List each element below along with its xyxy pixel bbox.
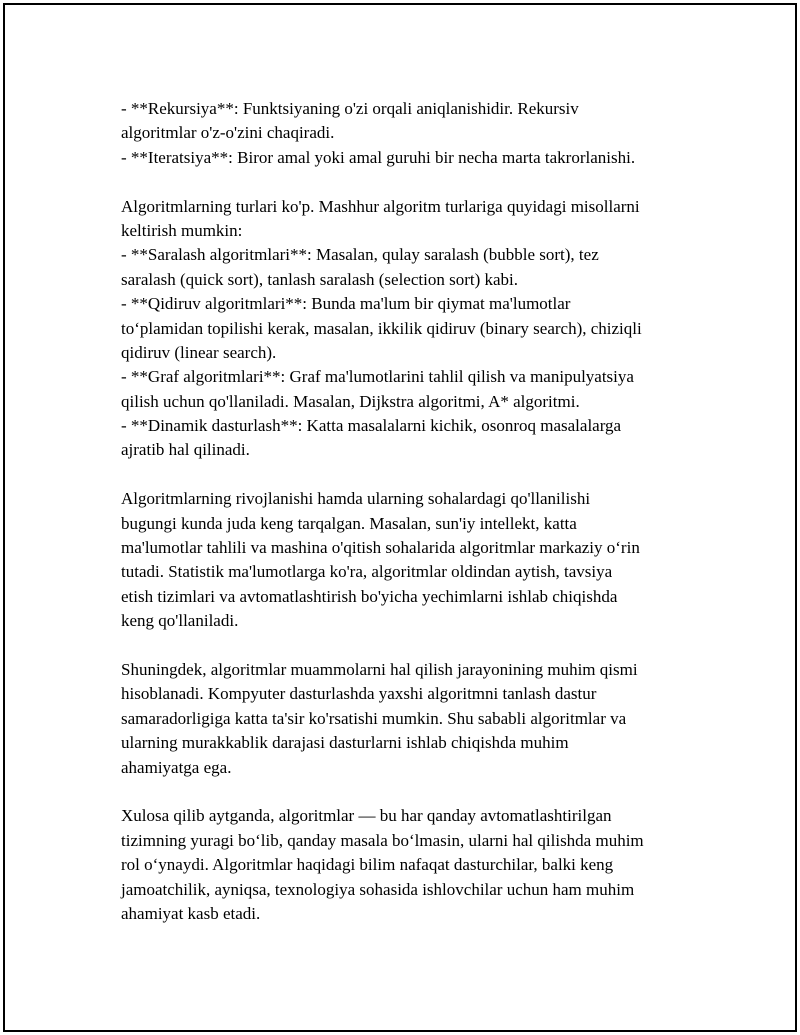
text-line: ma'lumotlar tahlili va mashina o'qitish sohalarida algoritmlar markaziy o‘rin [121, 538, 640, 558]
paragraph-conclusion [121, 804, 693, 926]
text-line: ahamiyatga ega. [121, 757, 232, 777]
text-line: tizimning yuragi bo‘lib, qanday masala bo‘lmasin, ularni hal qilishda muhim [121, 830, 644, 850]
text-line: Algoritmlarning turlari ko'p. Mashhur algoritm turlariga quyidagi misollarni [121, 196, 640, 216]
paragraph-spacer [121, 780, 693, 804]
text-line: - **Iteratsiya**: Biror amal yoki amal guruhi bir necha marta takrorlanishi. [121, 147, 636, 167]
text-line: - **Rekursiya**: Funktsiyaning o'zi orqali aniqlanishidir. Rekursiv [121, 99, 579, 118]
paragraph-definitions [121, 97, 693, 170]
text-line: jamoatchilik, ayniqsa, texnologiya sohasida ishlovchilar uchun ham muhim [121, 879, 635, 899]
text-line: algoritmlar o'z-o'zini chaqiradi. [121, 123, 335, 143]
text-line: keng qo'llaniladi. [121, 611, 239, 631]
text-line: bugungi kunda juda keng tarqalgan. Masalan, sun'iy intellekt, katta [121, 513, 577, 533]
text-line: - **Dinamik dasturlash**: Katta masalalarni kichik, osonroq masalalarga [121, 416, 622, 436]
text-line: tutadi. Statistik ma'lumotlarga ko'ra, algoritmlar oldindan aytish, tavsiya [121, 562, 613, 582]
text-line: Xulosa qilib aytganda, algoritmlar — bu har qanday avtomatlashtirilgan [121, 806, 612, 826]
text-line: ularning murakkablik darajasi dasturlarni ishlab chiqishda muhim [121, 733, 569, 753]
text-line: ajratib hal qilinadi. [121, 440, 250, 460]
text-line: qilish uchun qo'llaniladi. Masalan, Dijkstra algoritmi, A* algoritmi. [121, 391, 580, 411]
text-line: to‘plamidan topilishi kerak, masalan, ikkilik qidiruv (binary search), chiziqli [121, 318, 642, 338]
text-line: hisoblanadi. Kompyuter dasturlashda yaxshi algoritmni tanlash dastur [121, 684, 597, 704]
paragraph-spacer [121, 170, 693, 194]
text-line: samaradorligiga katta ta'sir ko'rsatishi mumkin. Shu sababli algoritmlar va [121, 708, 627, 728]
text-line: saralash (quick sort), tanlash saralash (selection sort) kabi. [121, 269, 519, 289]
paragraph-applications [121, 487, 693, 633]
text-line: Shuningdek, algoritmlar muammolarni hal qilish jarayonining muhim qismi [121, 659, 638, 679]
text-line: rol o‘ynaydi. Algoritmlar haqidagi bilim nafaqat dasturchilar, balki keng [121, 855, 614, 875]
text-line: - **Qidiruv algoritmlari**: Bunda ma'lum bir qiymat ma'lumotlar [121, 294, 571, 314]
text-line: - **Saralash algoritmlari**: Masalan, qulay saralash (bubble sort), tez [121, 245, 599, 265]
text-line: ahamiyat kasb etadi. [121, 903, 261, 923]
document-body [121, 97, 693, 926]
text-line: keltirish mumkin: [121, 220, 243, 240]
paragraph-algorithm-types [121, 195, 693, 463]
paragraph-spacer [121, 634, 693, 658]
text-line: Algoritmlarning rivojlanishi hamda ularning sohalardagi qo'llanilishi [121, 489, 591, 509]
paragraph-importance [121, 658, 693, 780]
text-line: qidiruv (linear search). [121, 342, 277, 362]
text-line: etish tizimlari va avtomatlashtirish bo'yicha yechimlarni ishlab chiqishda [121, 586, 618, 606]
text-line: - **Graf algoritmlari**: Graf ma'lumotlarini tahlil qilish va manipulyatsiya [121, 367, 634, 387]
page-frame [3, 3, 797, 1032]
paragraph-spacer [121, 463, 693, 487]
